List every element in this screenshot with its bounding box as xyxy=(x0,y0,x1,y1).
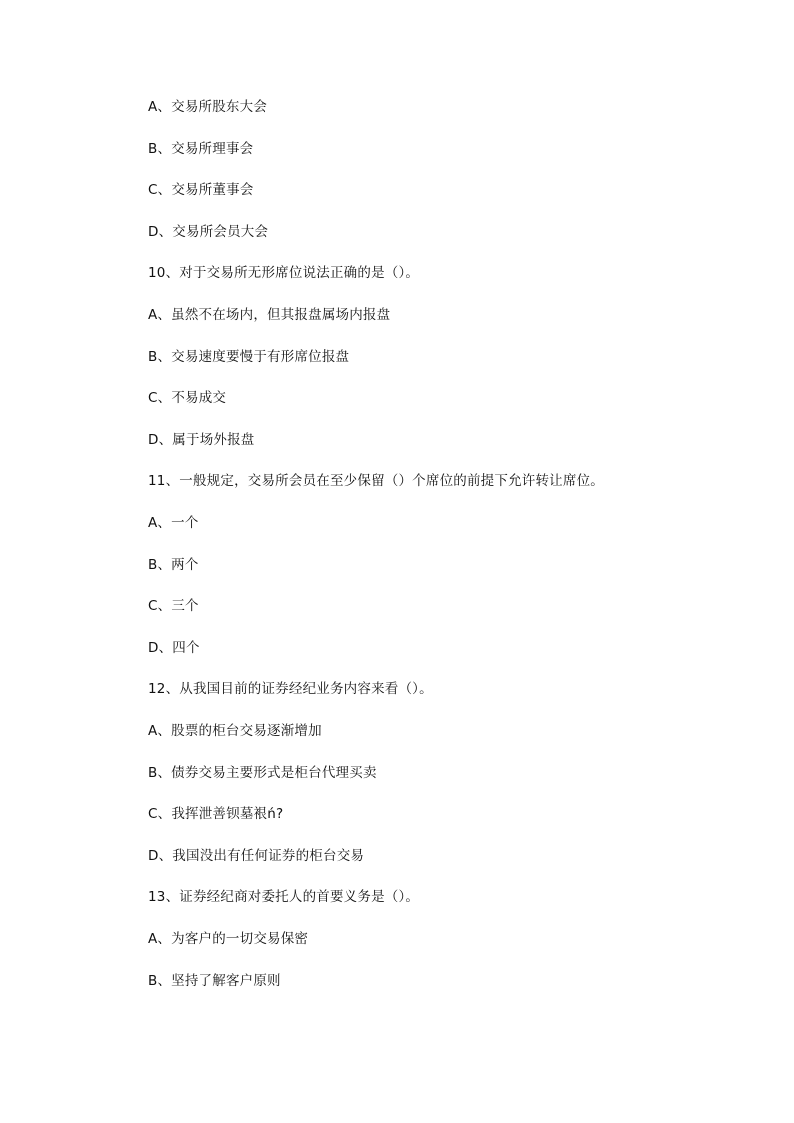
option-line: D、四个 xyxy=(148,640,200,656)
option-line: D、交易所会员大会 xyxy=(148,224,269,240)
option-line: C、不易成交 xyxy=(148,390,227,406)
question-line: 12、从我国目前的证券经纪业务内容来看（）。 xyxy=(148,681,433,697)
option-line: D、属于场外报盘 xyxy=(148,432,255,448)
option-line: C、三个 xyxy=(148,598,199,614)
question-line: 11、一般规定，交易所会员在至少保留（）个席位的前提下允许转让席位。 xyxy=(148,473,604,489)
option-line: B、债券交易主要形式是柜台代理买卖 xyxy=(148,765,377,781)
option-line: A、虽然不在场内，但其报盘属场内报盘 xyxy=(148,307,391,323)
option-line: A、股票的柜台交易逐渐增加 xyxy=(148,723,322,739)
option-line: B、坚持了解客户原则 xyxy=(148,973,281,989)
option-line: D、我国没出有任何证券的柜台交易 xyxy=(148,848,365,864)
option-line: B、交易所理事会 xyxy=(148,141,254,157)
question-line: 13、证券经纪商对委托人的首要义务是（）。 xyxy=(148,889,420,905)
option-line: A、为客户的一切交易保密 xyxy=(148,931,309,947)
option-line: B、交易速度要慢于有形席位报盘 xyxy=(148,349,350,365)
option-line: B、两个 xyxy=(148,557,199,573)
option-line: C、交易所董事会 xyxy=(148,182,254,198)
question-line: 10、对于交易所无形席位说法正确的是（）。 xyxy=(148,265,420,281)
option-line: C、我挥泄善钡墓裉ń? xyxy=(148,806,284,822)
option-line: A、一个 xyxy=(148,515,199,531)
option-line: A、交易所股东大会 xyxy=(148,99,268,115)
